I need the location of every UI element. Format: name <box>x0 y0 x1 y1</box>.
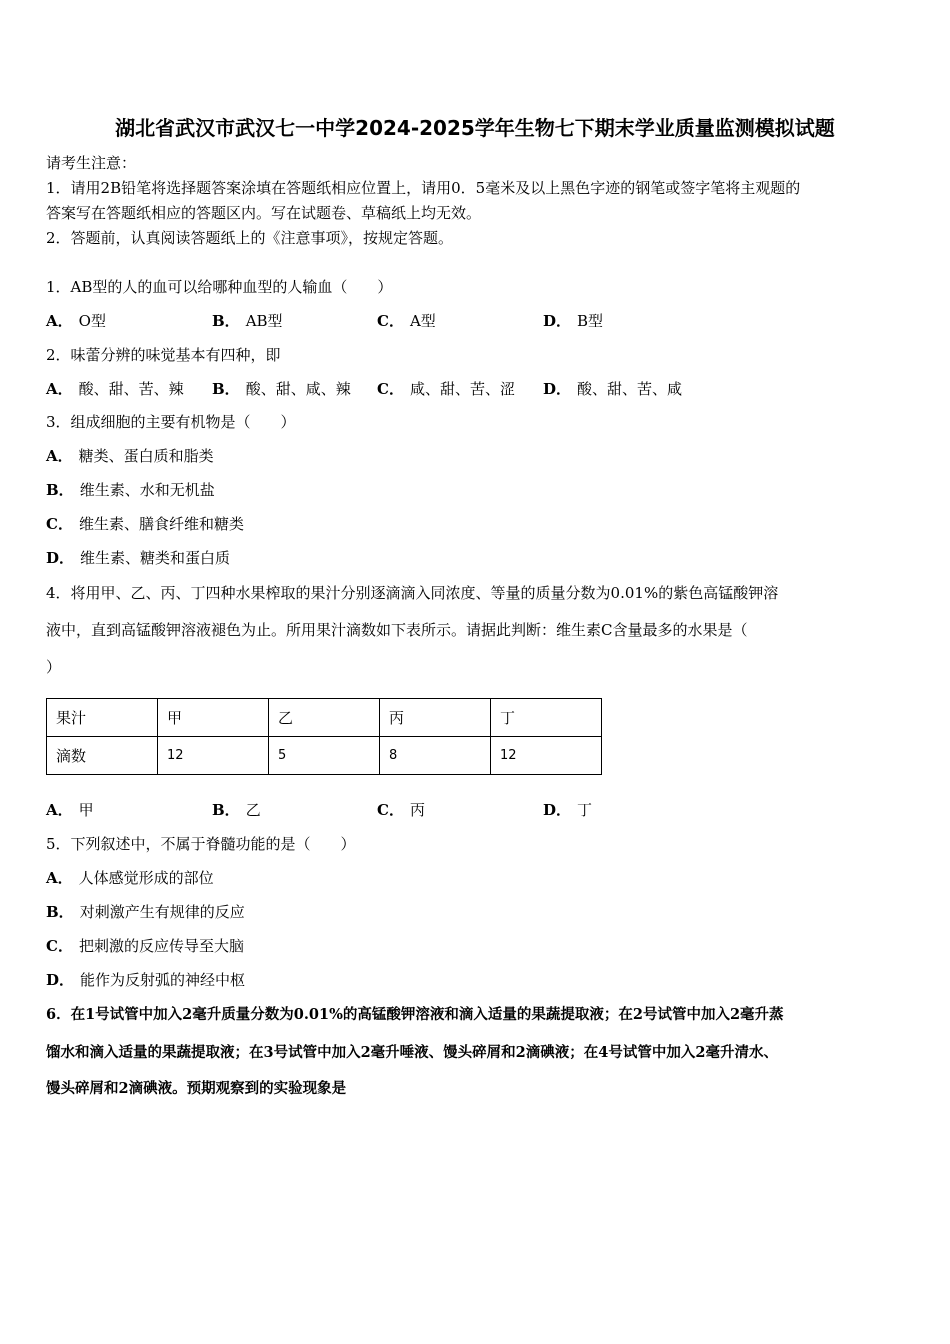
juice-drops-table <box>46 698 602 775</box>
q5-stem: 5．下列叙述中，不属于脊髓功能的是（ ） <box>46 835 356 853</box>
option-letter: B． <box>212 380 240 398</box>
table-cell: 丙 <box>380 699 491 737</box>
notice-item-1-line-1: 1．请用2B铅笔将选择题答案涂填在答题纸相应位置上，请用0．5毫米及以上黑色字迹的钢笔或签字笔将主观题的 <box>46 179 801 197</box>
q3-stem: 3．组成细胞的主要有机物是（ ） <box>46 413 296 431</box>
q5-option-d <box>46 969 245 990</box>
table-cell: 果汁 <box>47 699 158 737</box>
q5-option-a <box>46 867 214 888</box>
option-letter: B． <box>46 481 74 499</box>
option-text: 丁 <box>577 801 593 819</box>
option-letter: B． <box>46 903 74 921</box>
q3-option-d <box>46 547 230 568</box>
option-text: 维生素、水和无机盐 <box>79 481 215 499</box>
option-letter: A． <box>46 869 73 887</box>
q1-option-c <box>377 310 436 331</box>
q4-option-a <box>46 799 94 820</box>
option-text: 酸、甜、咸、辣 <box>245 380 351 398</box>
q4-option-d <box>543 799 592 820</box>
table-row <box>47 737 602 775</box>
option-text: 酸、甜、苦、咸 <box>577 380 683 398</box>
q4-option-b <box>212 799 261 820</box>
q1-option-b <box>212 310 283 331</box>
q2-option-b <box>212 378 351 399</box>
option-text: 把刺激的反应传导至大脑 <box>78 937 244 955</box>
option-text: 维生素、糖类和蛋白质 <box>80 549 231 567</box>
table-cell: 5 <box>269 737 380 775</box>
q5-option-c <box>46 935 244 956</box>
option-letter: D． <box>543 380 572 398</box>
q5-option-b <box>46 901 245 922</box>
notice-item-2: 2．答题前，认真阅读答题纸上的《注意事项》，按规定答题。 <box>46 229 454 247</box>
table-cell: 12 <box>158 737 269 775</box>
q2-option-a <box>46 378 184 399</box>
q3-option-a <box>46 445 214 466</box>
option-text: 咸、甜、苦、涩 <box>409 380 515 398</box>
option-letter: A． <box>46 380 73 398</box>
q4-stem-line-1: 4．将用甲、乙、丙、丁四种水果榨取的果汁分别逐滴滴入同浓度、等量的质量分数为0.01%的紫色高锰酸钾溶 <box>46 584 779 602</box>
q4-option-c <box>377 799 425 820</box>
option-text: 乙 <box>245 801 261 819</box>
q2-stem: 2．味蕾分辨的味觉基本有四种，即 <box>46 346 281 364</box>
option-letter: C． <box>377 380 404 398</box>
q2-option-d <box>543 378 682 399</box>
q3-option-c <box>46 513 244 534</box>
table-cell: 甲 <box>158 699 269 737</box>
option-letter: D． <box>46 971 75 989</box>
option-letter: D． <box>543 312 572 330</box>
option-letter: C． <box>46 515 73 533</box>
option-letter: A． <box>46 801 73 819</box>
q1-option-a <box>46 310 106 331</box>
q4-stem-line-3: ） <box>46 658 62 676</box>
notice-item-1-line-2: 答案写在答题纸相应的答题区内。写在试题卷、草稿纸上均无效。 <box>46 204 482 222</box>
q3-option-b <box>46 479 215 500</box>
page-title: 湖北省武汉市武汉七一中学2024-2025学年生物七下期末学业质量监测模拟试题 <box>115 116 835 140</box>
q6-stem-line-3: 馒头碎屑和2滴碘液。预期观察到的实验现象是 <box>46 1080 347 1097</box>
option-letter: D． <box>46 549 75 567</box>
q6-stem-line-1: 6．在1号试管中加入2毫升质量分数为0.01%的高锰酸钾溶液和滴入适量的果蔬提取液；在2号试管中加入2毫升蒸 <box>46 1006 784 1023</box>
option-letter: B． <box>212 801 240 819</box>
q2-option-c <box>377 378 515 399</box>
q4-stem-line-2: 液中，直到高锰酸钾溶液褪色为止。所用果汁滴数如下表所示。请据此判断：维生素C含量最多的水果是（ <box>46 621 748 639</box>
option-text: A型 <box>409 312 436 330</box>
option-letter: A． <box>46 447 73 465</box>
table-header-row <box>47 699 602 737</box>
table-cell: 8 <box>380 737 491 775</box>
notice-heading: 请考生注意： <box>46 154 137 172</box>
q1-option-d <box>543 310 603 331</box>
option-letter: C． <box>377 312 404 330</box>
q6-stem-line-2: 馏水和滴入适量的果蔬提取液；在3号试管中加入2毫升唾液、馒头碎屑和2滴碘液；在4号试管中加入2毫升清水、 <box>46 1044 778 1061</box>
option-text: 甲 <box>78 801 94 819</box>
q1-stem: 1．AB型的人的血可以给哪种血型的人输血（ ） <box>46 278 393 296</box>
option-text: 糖类、蛋白质和脂类 <box>78 447 214 465</box>
table-cell: 乙 <box>269 699 380 737</box>
option-letter: D． <box>543 801 572 819</box>
option-text: AB型 <box>245 312 283 330</box>
option-text: 人体感觉形成的部位 <box>78 869 214 887</box>
option-letter: C． <box>46 937 73 955</box>
option-text: 酸、甜、苦、辣 <box>78 380 184 398</box>
option-text: 能作为反射弧的神经中枢 <box>80 971 246 989</box>
option-letter: B． <box>212 312 240 330</box>
table-cell: 12 <box>491 737 602 775</box>
option-text: 丙 <box>409 801 425 819</box>
option-text: B型 <box>577 312 604 330</box>
option-letter: C． <box>377 801 404 819</box>
option-text: 对刺激产生有规律的反应 <box>79 903 245 921</box>
option-text: 维生素、膳食纤维和糖类 <box>78 515 244 533</box>
table-cell: 滴数 <box>47 737 158 775</box>
option-text: O型 <box>78 312 106 330</box>
option-letter: A． <box>46 312 73 330</box>
table-cell: 丁 <box>491 699 602 737</box>
